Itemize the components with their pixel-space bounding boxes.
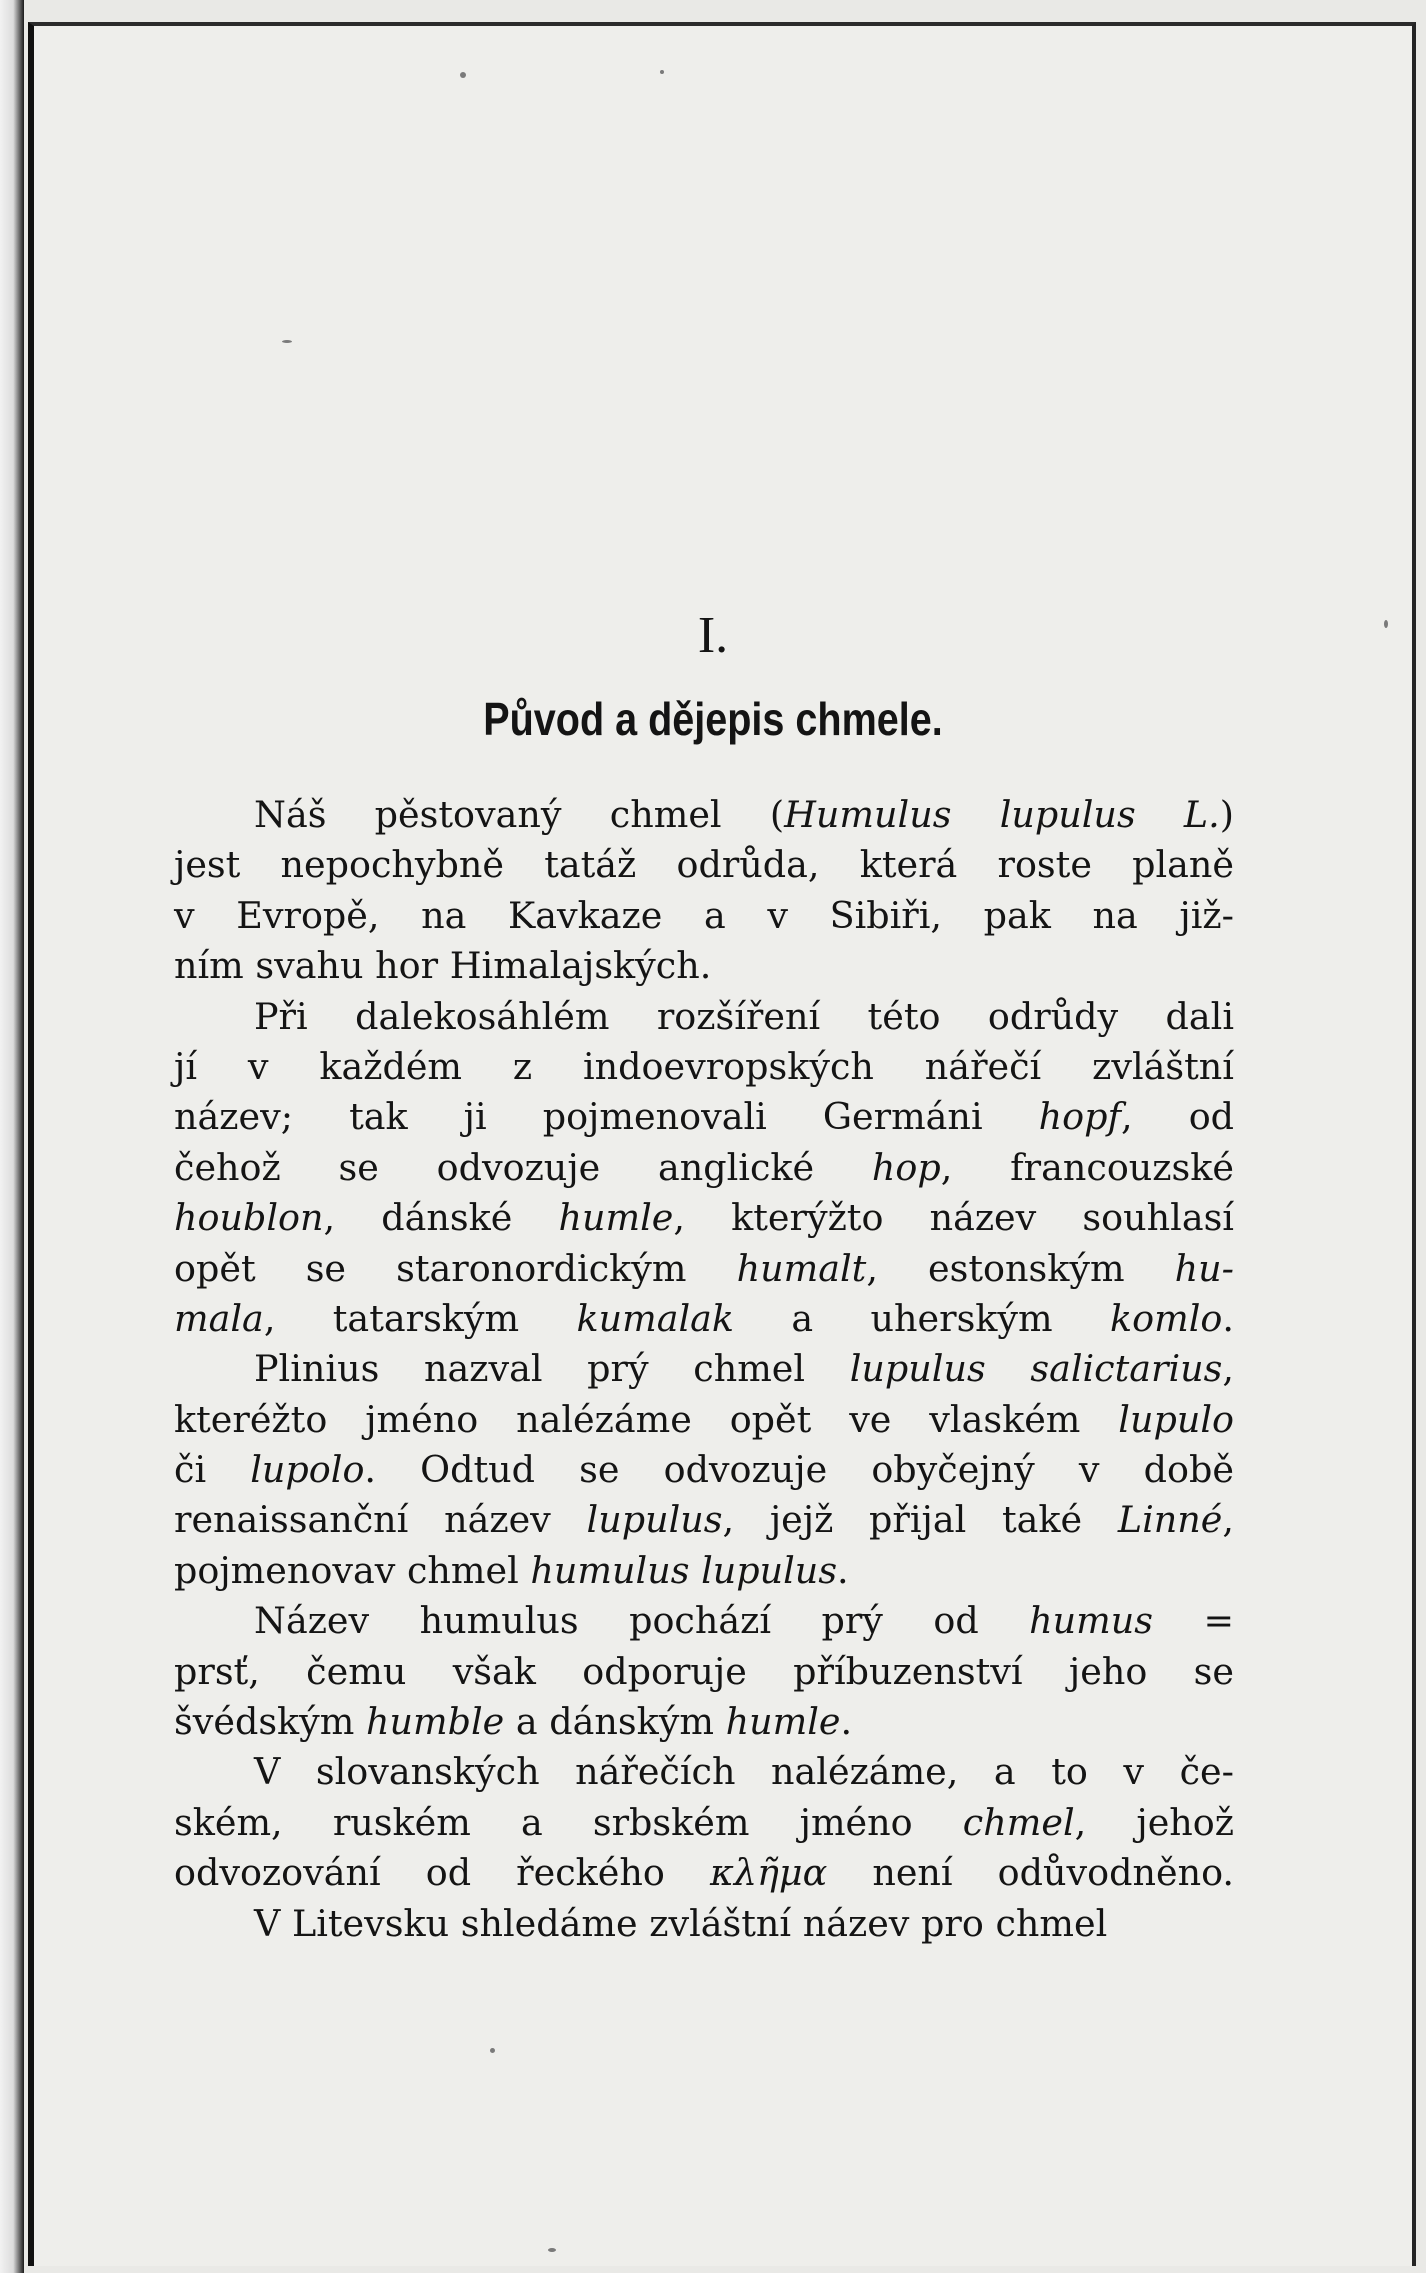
text-run: hor	[375, 944, 439, 988]
italic-term: lupulus	[849, 1347, 986, 1391]
text-run: švédským	[174, 1700, 355, 1744]
text-run: a	[520, 1800, 543, 1844]
text-run: zvláštní	[1092, 1044, 1234, 1088]
text-line	[174, 1647, 1234, 1697]
text-run: ,	[673, 1196, 685, 1240]
text-run: každém	[319, 1044, 463, 1088]
text-line	[174, 1244, 1234, 1294]
text-run: a	[993, 1750, 1016, 1794]
text-run: tatarským	[332, 1296, 520, 1340]
text-run: pak	[983, 893, 1051, 937]
text-run: jméno	[799, 1800, 913, 1844]
text-run: a	[791, 1296, 814, 1340]
text-run: název;	[174, 1095, 294, 1139]
text-line	[174, 1546, 1234, 1596]
text-run: renaissanční	[174, 1498, 409, 1542]
text-run: ji	[463, 1095, 487, 1139]
text-run: tak	[349, 1095, 408, 1139]
text-line	[174, 1395, 1234, 1445]
text-run: chmel	[995, 1901, 1108, 1945]
scan-speck	[660, 70, 664, 74]
text-run: ním	[174, 944, 244, 988]
text-run: Kavkaze	[508, 893, 663, 937]
text-run: jméno	[365, 1397, 479, 1441]
text-run: .	[840, 1700, 853, 1744]
text-run: Náš	[254, 793, 327, 836]
scan-speck	[282, 340, 292, 343]
text-run: na	[1092, 893, 1138, 937]
text-run: době	[1143, 1448, 1234, 1492]
text-run: nářečích	[575, 1750, 736, 1794]
text-run: název	[444, 1498, 551, 1542]
text-run: prý	[587, 1347, 649, 1391]
text-run: ,	[940, 1145, 953, 1189]
text-run: či	[174, 1448, 207, 1492]
text-run: však	[452, 1649, 536, 1693]
text-run: odrůda,	[676, 843, 820, 887]
text-run: Odtud	[420, 1448, 535, 1492]
text-run: rozšíření	[656, 994, 821, 1038]
text-run: če-	[1179, 1750, 1234, 1794]
italic-term: Linné	[1117, 1498, 1223, 1542]
text-line	[174, 1193, 1234, 1243]
text-run: Germáni	[822, 1095, 983, 1139]
text-line	[174, 1596, 1234, 1646]
text-run: opět	[729, 1397, 812, 1441]
text-line	[174, 1294, 1234, 1344]
text-run: se	[305, 1246, 347, 1290]
book-spine-edge	[0, 0, 24, 2273]
text-run: odvozuje	[436, 1145, 601, 1189]
scan-speck	[490, 2048, 495, 2053]
text-line	[174, 1495, 1234, 1545]
text-run: dalekosáhlém	[355, 994, 610, 1038]
text-run: zvláštní	[649, 1901, 792, 1945]
text-run: roste	[997, 843, 1092, 887]
text-line	[174, 1445, 1234, 1495]
text-line	[174, 1747, 1234, 1797]
text-run: pro	[921, 1901, 984, 1945]
text-run: jehož	[1136, 1800, 1235, 1844]
text-run: francouzské	[1010, 1145, 1234, 1189]
italic-term: κλῆμα	[709, 1851, 828, 1895]
text-run: od	[1188, 1095, 1235, 1139]
text-run: humulus	[419, 1599, 579, 1643]
text-run: jest	[174, 843, 241, 887]
text-run: řeckého	[516, 1851, 665, 1895]
text-run: .	[364, 1448, 377, 1492]
italic-term: salictarius	[1030, 1347, 1223, 1391]
text-run: se	[579, 1448, 620, 1492]
italic-term: lupulus	[701, 1548, 838, 1592]
text-run: planě	[1132, 843, 1235, 887]
text-run: od	[425, 1851, 472, 1895]
chapter-body-text	[174, 790, 1234, 1949]
text-run: není	[872, 1851, 953, 1895]
text-run: nazval	[423, 1347, 543, 1391]
text-run: souhlasí	[1082, 1196, 1234, 1240]
text-run: nalézáme,	[771, 1750, 959, 1794]
text-run: chmel	[406, 1548, 519, 1592]
text-run: nepochybně	[280, 843, 505, 887]
scan-speck	[460, 72, 466, 78]
text-run: Himalajských.	[449, 944, 712, 988]
text-run: se	[1193, 1649, 1234, 1693]
text-run: přijal	[869, 1498, 967, 1542]
text-run: srbském	[592, 1800, 750, 1844]
italic-term: komlo	[1110, 1296, 1223, 1340]
italic-term: lupulo	[1118, 1397, 1234, 1441]
text-run: odvozuje	[663, 1448, 828, 1492]
text-run: odvozování	[174, 1851, 381, 1895]
text-run: jeho	[1068, 1649, 1148, 1693]
italic-term: lupulus	[586, 1498, 723, 1542]
italic-term: hop	[871, 1145, 941, 1189]
text-run: a	[703, 893, 726, 937]
text-run: uherským	[870, 1296, 1053, 1340]
italic-term: hu-	[1174, 1246, 1235, 1290]
text-run: svahu	[255, 944, 364, 988]
text-run: čehož	[174, 1145, 281, 1189]
text-run: ve	[849, 1397, 892, 1441]
italic-term: L.	[1183, 793, 1220, 836]
italic-term: humulus	[530, 1548, 690, 1592]
italic-term: humle	[725, 1700, 841, 1744]
text-run: čemu	[306, 1649, 407, 1693]
italic-term: humle	[558, 1196, 674, 1240]
text-run: nářečí	[924, 1044, 1042, 1088]
text-run: =	[1203, 1599, 1235, 1643]
text-line	[174, 1899, 1234, 1949]
text-run: z	[512, 1044, 533, 1088]
text-run: to	[1051, 1750, 1088, 1794]
text-run: odůvodněno.	[997, 1851, 1235, 1895]
text-run: anglické	[658, 1145, 815, 1189]
text-run: ,	[866, 1246, 878, 1290]
chapter-title: Původ a dějepis chmele.	[483, 693, 943, 745]
text-line	[174, 790, 1234, 840]
text-line	[174, 992, 1234, 1042]
italic-term: lupulus	[999, 793, 1136, 836]
text-run: Evropě,	[236, 893, 380, 937]
text-run: název	[802, 1901, 910, 1945]
text-run: Plinius	[254, 1347, 380, 1391]
italic-term: houblon	[174, 1196, 324, 1240]
text-run: ,	[323, 1196, 336, 1240]
text-run: této	[867, 994, 941, 1038]
italic-term: humus	[1029, 1599, 1154, 1643]
text-run: obyčejný	[871, 1448, 1035, 1492]
text-run: ,	[263, 1296, 276, 1340]
text-run: staronordickým	[396, 1246, 687, 1290]
text-run: odrůdy	[987, 994, 1119, 1038]
text-run: ruském	[332, 1800, 471, 1844]
text-run: název	[929, 1196, 1037, 1240]
text-run: nalézáme	[516, 1397, 692, 1441]
text-run: vlaském	[929, 1397, 1081, 1441]
text-line	[174, 1798, 1234, 1848]
text-run: chmel	[609, 793, 722, 836]
chapter-number: I.	[697, 607, 729, 664]
scan-speck	[548, 2248, 556, 2252]
text-run: ,	[1121, 1095, 1133, 1139]
text-run: Při	[254, 994, 308, 1038]
text-line	[174, 891, 1234, 941]
text-run: pochází	[629, 1599, 772, 1643]
text-run: v	[247, 1044, 269, 1088]
text-run: opět	[174, 1246, 256, 1290]
text-run: příbuzenství	[793, 1649, 1023, 1693]
text-line	[174, 941, 1234, 991]
text-run: Litevsku	[291, 1901, 450, 1945]
text-line	[174, 1143, 1234, 1193]
italic-term: chmel	[962, 1800, 1075, 1844]
text-run: ském,	[174, 1800, 283, 1844]
text-run: )	[1219, 793, 1234, 836]
text-run: V	[254, 1750, 281, 1794]
text-run: pojmenovali	[542, 1095, 767, 1139]
text-run: ,	[1222, 1498, 1234, 1542]
text-run: slovanských	[315, 1750, 540, 1794]
text-run: jí	[174, 1044, 197, 1088]
text-run: V	[254, 1901, 281, 1945]
text-run: dali	[1165, 994, 1235, 1038]
text-run: ,	[1074, 1800, 1087, 1844]
text-line	[174, 840, 1234, 890]
italic-term: kumalak	[576, 1296, 735, 1340]
text-run: také	[1001, 1498, 1083, 1542]
text-line	[174, 1042, 1234, 1092]
text-run: dánským	[549, 1700, 714, 1744]
text-run: kterýžto	[731, 1196, 884, 1240]
text-run: na	[421, 893, 467, 937]
text-run: odporuje	[582, 1649, 747, 1693]
text-run: chmel	[693, 1347, 806, 1391]
text-run: ,	[722, 1498, 735, 1542]
text-run: estonským	[928, 1246, 1125, 1290]
text-run: jejž	[769, 1498, 834, 1542]
text-run: indoevropských	[582, 1044, 874, 1088]
text-run: která	[859, 843, 958, 887]
text-run: v	[1123, 1750, 1145, 1794]
text-line	[174, 1697, 1234, 1747]
text-run: pěstovaný	[374, 793, 562, 836]
text-run: dánské	[381, 1196, 513, 1240]
text-run: již-	[1179, 893, 1234, 937]
text-run: v	[174, 893, 195, 937]
italic-term: mala	[174, 1296, 264, 1340]
text-run: kteréžto	[174, 1397, 328, 1441]
text-run: se	[338, 1145, 379, 1189]
text-line	[174, 1344, 1234, 1394]
text-run: prý	[821, 1599, 883, 1643]
text-run: .	[1222, 1296, 1234, 1340]
text-run: prsť,	[174, 1649, 260, 1693]
italic-term: humalt	[736, 1246, 867, 1290]
italic-term: Humulus	[784, 793, 952, 836]
scan-speck	[1384, 620, 1388, 628]
text-run: a	[515, 1700, 538, 1744]
text-run: ,	[1222, 1347, 1235, 1391]
text-line	[174, 1092, 1234, 1142]
text-run: v	[767, 893, 788, 937]
text-run: shledáme	[460, 1901, 638, 1945]
text-run: v	[1078, 1448, 1100, 1492]
text-run: .	[837, 1548, 849, 1592]
italic-term: lupolo	[250, 1448, 365, 1492]
text-line	[174, 1848, 1234, 1898]
italic-term: humble	[366, 1700, 505, 1744]
italic-term: hopf	[1038, 1095, 1122, 1139]
text-run: Sibiři,	[829, 893, 943, 937]
text-run: Název	[254, 1599, 370, 1643]
text-run: od	[933, 1599, 979, 1643]
text-run: pojmenovav	[174, 1548, 396, 1592]
text-run: tatáž	[544, 843, 637, 887]
text-run: (	[769, 793, 785, 836]
